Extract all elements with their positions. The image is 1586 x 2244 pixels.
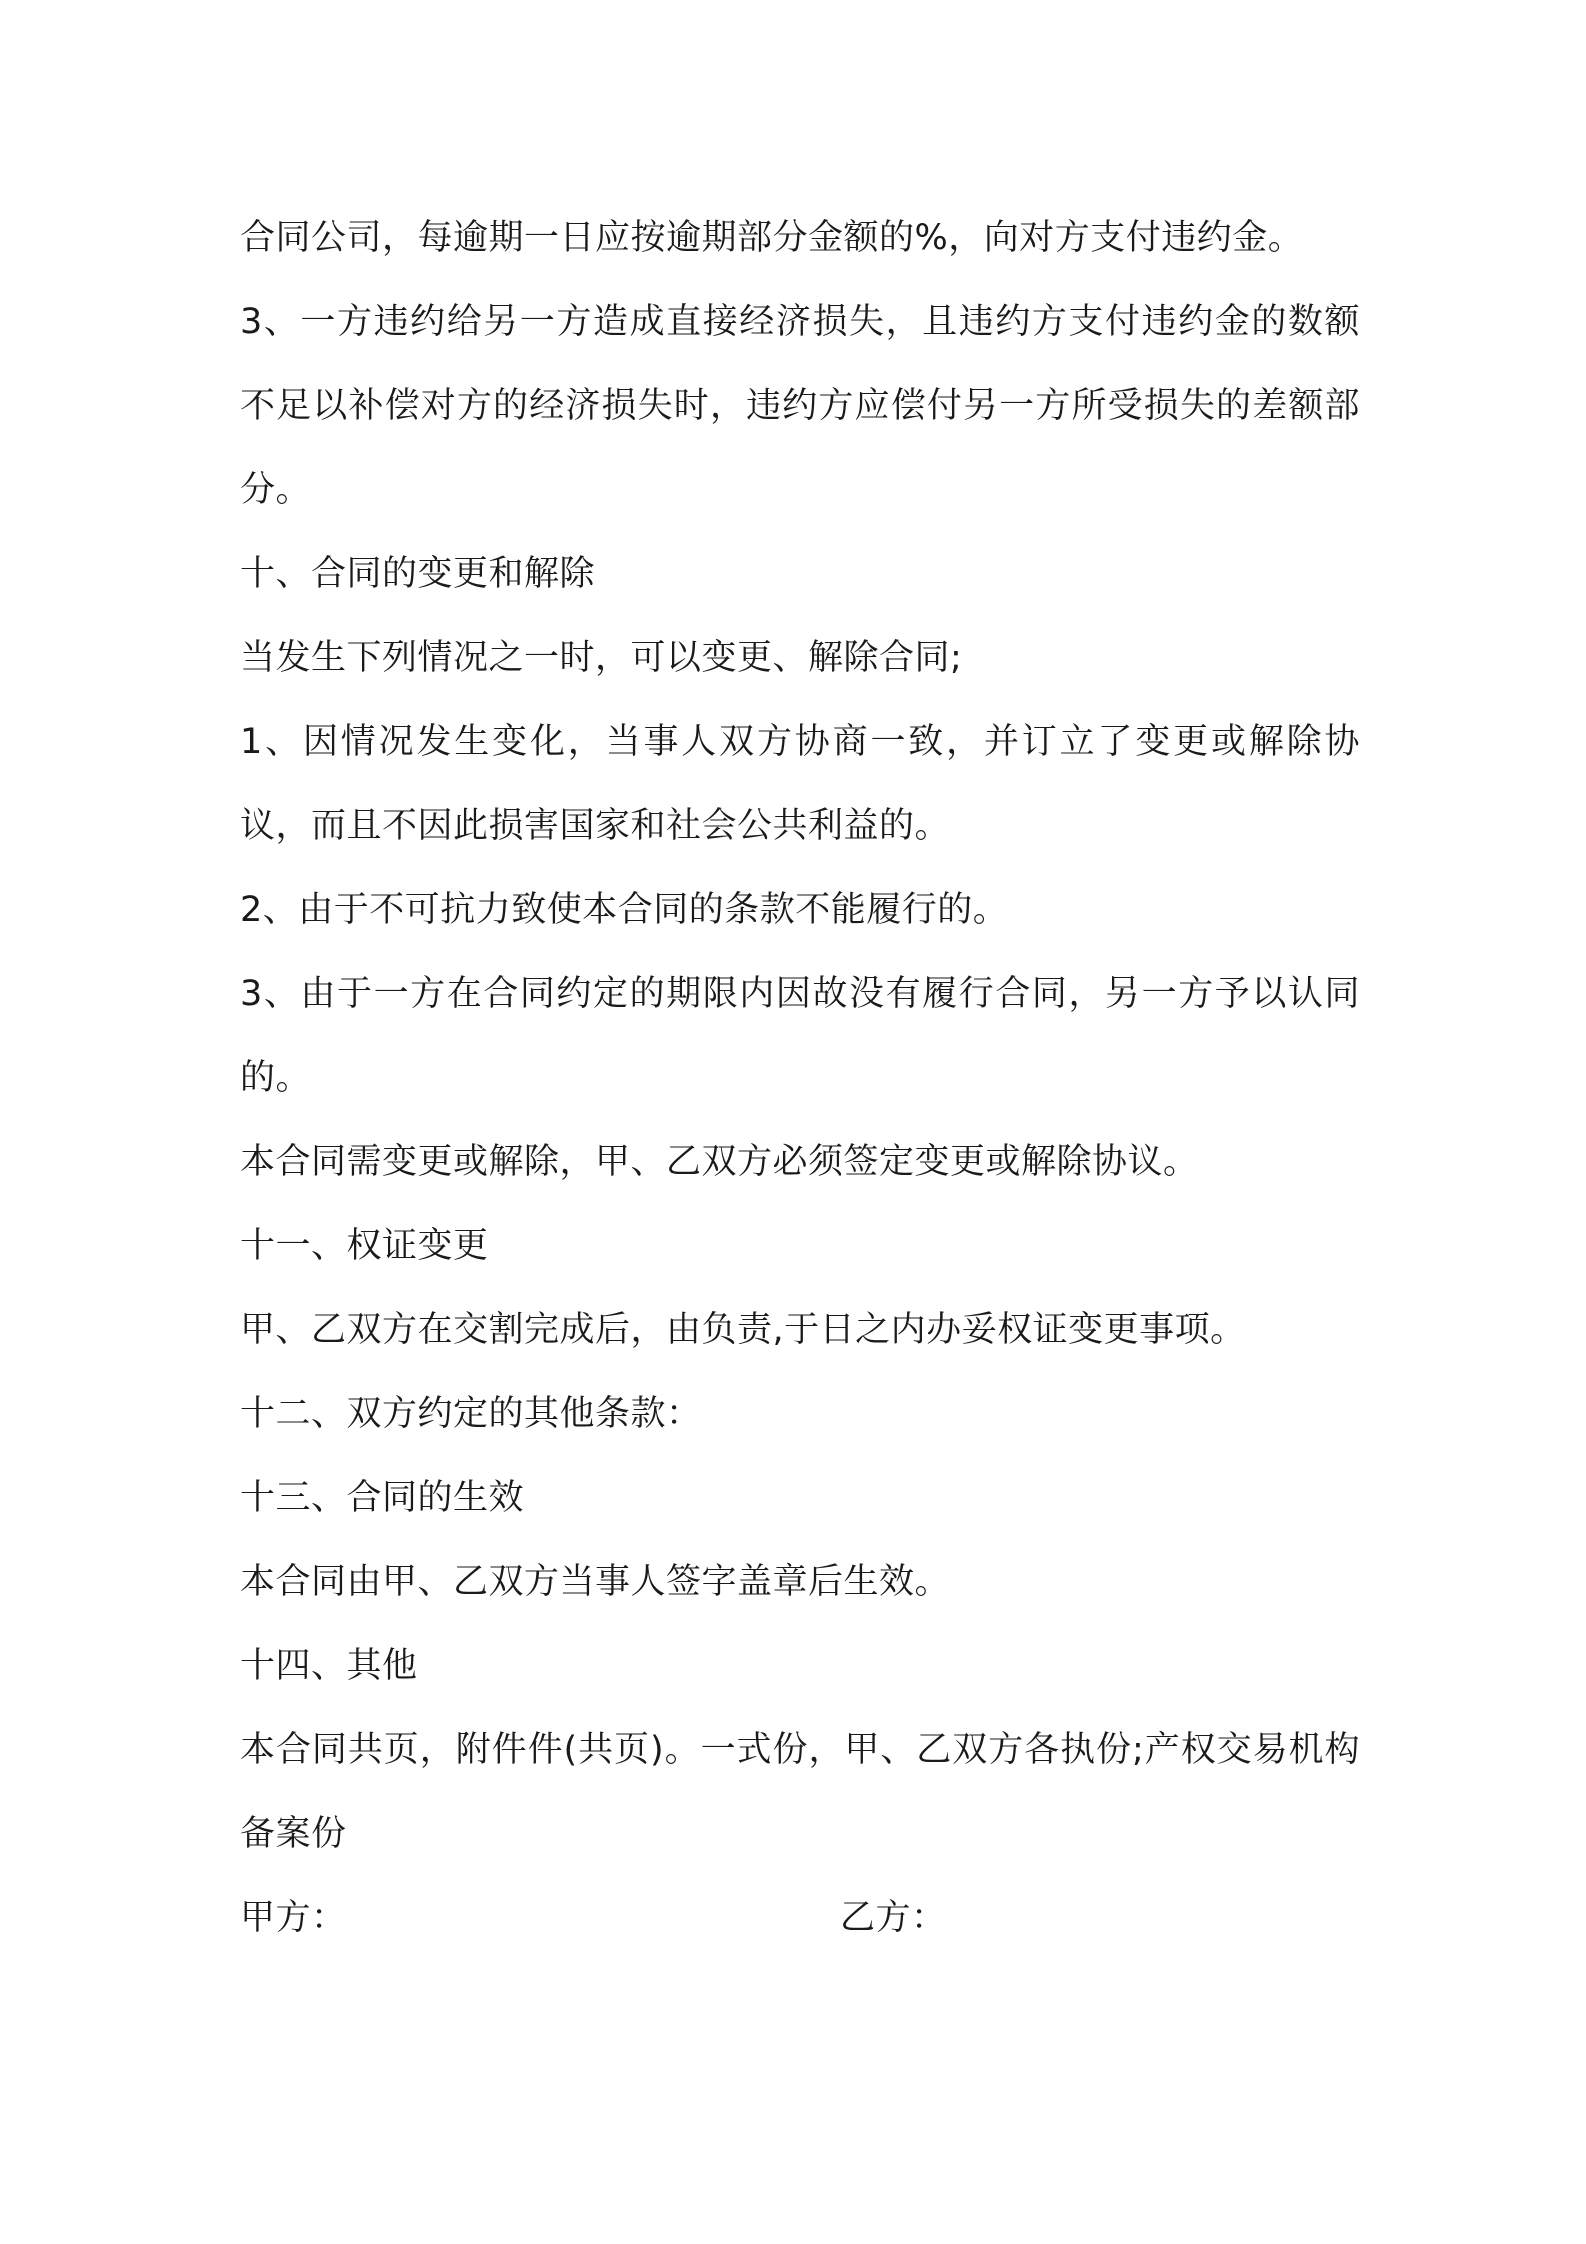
section-heading-10: 十、合同的变更和解除 xyxy=(240,554,596,594)
section-heading-12: 十二、双方约定的其他条款： xyxy=(240,1394,702,1434)
paragraph-change-agreement: 本合同需变更或解除，甲、乙双方必须签定变更或解除协议。 xyxy=(240,1142,1199,1182)
section-heading-11: 十一、权证变更 xyxy=(240,1226,489,1266)
paragraph-penalty-rate: 合同公司，每逾期一日应按逾期部分金额的%，向对方支付违约金。 xyxy=(240,218,1304,258)
paragraph-condition-2: 2、由于不可抗力致使本合同的条款不能履行的。 xyxy=(240,890,1009,930)
paragraph-effective: 本合同由甲、乙双方当事人签字盖章后生效。 xyxy=(240,1562,951,1602)
paragraph-change-conditions: 当发生下列情况之一时，可以变更、解除合同; xyxy=(240,638,963,678)
paragraph-breach-loss: 3、一方违约给另一方造成直接经济损失，且违约方支付违约金的数额不足以补偿对方的经济损失时，违约方应偿付另一方所受损失的差额部分。 xyxy=(240,302,1360,510)
paragraph-condition-3: 3、由于一方在合同约定的期限内因故没有履行合同，另一方予以认同的。 xyxy=(240,974,1360,1098)
paragraph-copies: 本合同共页，附件件(共页)。一式份，甲、乙双方各执份;产权交易机构备案份 xyxy=(240,1730,1360,1854)
document-body xyxy=(240,196,1360,1960)
section-heading-13: 十三、合同的生效 xyxy=(240,1478,525,1518)
paragraph-condition-1: 1、因情况发生变化，当事人双方协商一致，并订立了变更或解除协议，而且不因此损害国家和社会公共利益的。 xyxy=(240,722,1360,846)
party-a-signature-label: 甲方： xyxy=(240,1898,347,1938)
paragraph-title-change: 甲、乙双方在交割完成后，由负责,于日之内办妥权证变更事项。 xyxy=(240,1310,1246,1350)
signature-row xyxy=(240,1876,1360,1960)
section-heading-14: 十四、其他 xyxy=(240,1646,418,1686)
party-b-signature-label: 乙方： xyxy=(840,1898,947,1938)
